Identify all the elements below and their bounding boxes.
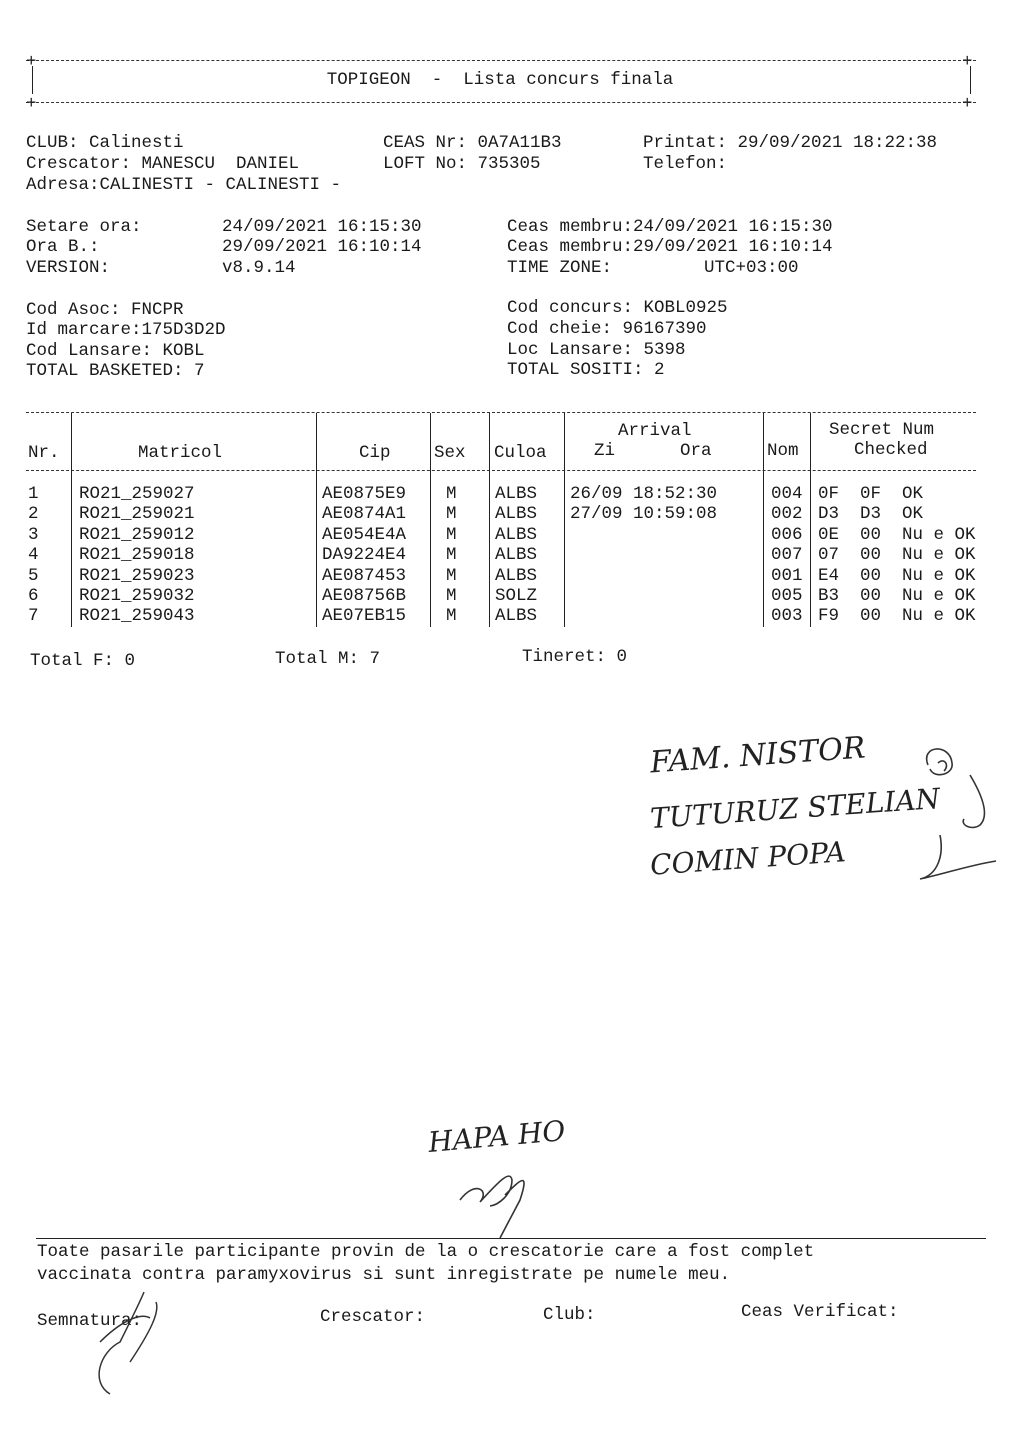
handwritten-signatures-right [900, 735, 1010, 895]
title-box-corners: + [26, 52, 37, 72]
cell-nom: 005 [771, 586, 803, 606]
cell-cip: AE054E4A [322, 524, 407, 545]
adresa-line: Adresa:CALINESTI - CALINESTI - [26, 175, 342, 195]
cell-secret: B3 00 Nu e OK [818, 586, 976, 606]
cell-nr: 7 [28, 606, 39, 627]
title-top-border [26, 60, 976, 61]
handwritten-signature-center [450, 1160, 540, 1240]
cell-secret: E4 00 Nu e OK [818, 565, 976, 586]
ora-label: Ora B.: [26, 237, 100, 257]
title-box-corner-br: + [962, 94, 973, 114]
col-sep-4 [489, 413, 490, 627]
cell-culoa: ALBS [495, 565, 538, 586]
cell-sex: M [446, 524, 457, 545]
handwritten-signature-footer [70, 1282, 180, 1402]
col-sep-7 [810, 413, 811, 627]
cell-sex: M [446, 504, 457, 525]
cell-secret: 0F 0F OK [818, 484, 924, 504]
cell-nr: 3 [28, 524, 39, 545]
cell-nom: 006 [771, 524, 803, 545]
cell-sex: M [446, 606, 457, 627]
cod-concurs: Cod concurs: KOBL0925 [507, 298, 728, 318]
handwritten-name-2: TUTURUZ STELIAN [649, 781, 942, 836]
cell-matricol: RO21_259012 [79, 524, 195, 545]
cell-secret: F9 00 Nu e OK [818, 606, 976, 627]
cell-culoa: ALBS [495, 504, 538, 525]
header-checked: Checked [854, 440, 928, 460]
cell-nom: 001 [771, 565, 803, 586]
cell-cip: AE0875E9 [322, 484, 407, 504]
semnatura-label: Semnatura: [37, 1311, 143, 1331]
cell-culoa: SOLZ [495, 586, 538, 606]
col-sep-3 [430, 413, 431, 627]
cell-secret: 07 00 Nu e OK [818, 545, 976, 566]
cell-culoa: ALBS [495, 484, 538, 504]
cell-sex: M [446, 484, 457, 504]
cell-cip: AE0874A1 [322, 504, 407, 525]
cell-arrival: 26/09 18:52:30 [570, 484, 718, 504]
setare-label: Setare ora: [26, 217, 142, 237]
col-sep-5 [564, 413, 565, 627]
cell-cip: AE07EB15 [322, 606, 407, 627]
club-label: Club: [543, 1305, 596, 1325]
cell-secret: D3 D3 OK [818, 504, 924, 525]
cell-matricol: RO21_259032 [79, 586, 195, 606]
cod-lansare: Cod Lansare: KOBL [26, 341, 205, 361]
handwritten-name-3: COMIN POPA [649, 835, 847, 882]
header-nr: Nr. [28, 443, 60, 463]
cell-matricol: RO21_259021 [79, 504, 195, 525]
cod-cheie: Cod cheie: 96167390 [507, 319, 707, 339]
cell-nr: 2 [28, 504, 39, 525]
club-line: CLUB: Calinesti [26, 133, 184, 153]
cell-culoa: ALBS [495, 606, 538, 627]
cell-sex: M [446, 586, 457, 606]
setare-value: 24/09/2021 16:15:30 [222, 217, 422, 237]
cell-culoa: ALBS [495, 545, 538, 566]
cell-matricol: RO21_259018 [79, 545, 195, 566]
crescator-label: Crescator: [320, 1307, 426, 1327]
header-matricol: Matricol [138, 443, 223, 463]
table-header-border [26, 470, 976, 471]
header-nom: Nom [767, 441, 799, 461]
tineret: Tineret: 0 [522, 647, 628, 667]
version-label: VERSION: [26, 258, 111, 278]
loc-lansare: Loc Lansare: 5398 [507, 340, 686, 360]
ceas-membru-2: Ceas membru:29/09/2021 16:10:14 [507, 237, 833, 257]
col-sep-1 [71, 413, 72, 627]
statement-line-2: vaccinata contra paramyxovirus si sunt inregistrate pe numele meu. [37, 1265, 731, 1285]
header-culoa: Culoa [494, 443, 547, 463]
total-f: Total F: 0 [30, 651, 136, 671]
col-sep-6 [763, 413, 764, 627]
cell-nom: 007 [771, 545, 803, 566]
table-top-border [26, 412, 976, 413]
handwritten-bottom-name: HAPA HO [426, 1114, 567, 1159]
cell-sex: M [446, 565, 457, 586]
loft-no: LOFT No: 735305 [383, 154, 541, 174]
document-title: TOPIGEON - Lista concurs finala [326, 70, 674, 90]
version-value: v8.9.14 [222, 258, 296, 278]
ceas-nr: CEAS Nr: 0A7A11B3 [383, 133, 562, 153]
header-cip: Cip [359, 443, 391, 463]
cell-cip: AE08756B [322, 586, 407, 606]
ceas-membru-1: Ceas membru:24/09/2021 16:15:30 [507, 217, 833, 237]
total-sositi: TOTAL SOSITI: 2 [507, 360, 665, 380]
cell-secret: 0E 00 Nu e OK [818, 524, 976, 545]
cell-sex: M [446, 545, 457, 566]
header-ora: Ora [680, 441, 712, 461]
ceas-verificat-label: Ceas Verificat: [741, 1302, 899, 1322]
printat: Printat: 29/09/2021 18:22:38 [643, 133, 938, 153]
statement-line-1: Toate pasarile participante provin de la o crescatorie care a fost complet [37, 1242, 815, 1262]
handwritten-name-1: FAM. NISTOR [649, 730, 867, 781]
header-secret: Secret Num [829, 420, 935, 440]
title-box-corner-right: + [962, 52, 973, 72]
cell-nom: 002 [771, 504, 803, 525]
cod-asoc: Cod Asoc: FNCPR [26, 300, 184, 320]
id-marcare: Id marcare:175D3D2D [26, 320, 226, 340]
cell-matricol: RO21_259043 [79, 606, 195, 627]
cell-nom: 003 [771, 606, 803, 627]
cell-nr: 1 [28, 484, 39, 504]
cell-matricol: RO21_259027 [79, 484, 195, 504]
timezone-label: TIME ZONE: [507, 258, 613, 278]
footer-rule [36, 1238, 986, 1239]
cell-nr: 5 [28, 565, 39, 586]
cell-matricol: RO21_259023 [79, 565, 195, 586]
header-zi: Zi [594, 441, 616, 461]
title-bottom-border [26, 102, 976, 103]
telefon: Telefon: [643, 154, 728, 174]
cell-arrival: 27/09 10:59:08 [570, 504, 718, 525]
ora-value: 29/09/2021 16:10:14 [222, 237, 422, 257]
cell-nom: 004 [771, 484, 803, 504]
total-basketed: TOTAL BASKETED: 7 [26, 361, 205, 381]
timezone-value: UTC+03:00 [704, 258, 799, 278]
cell-cip: AE087453 [322, 565, 407, 586]
cell-culoa: ALBS [495, 524, 538, 545]
crescator-line: Crescator: MANESCU DANIEL [26, 154, 300, 174]
header-arrival: Arrival [618, 421, 692, 441]
total-m: Total M: 7 [275, 649, 381, 669]
header-sex: Sex [434, 443, 466, 463]
col-sep-2 [316, 413, 317, 627]
cell-nr: 6 [28, 586, 39, 606]
cell-nr: 4 [28, 545, 39, 566]
cell-cip: DA9224E4 [322, 545, 407, 566]
title-box-corner-bl: + [26, 94, 37, 114]
